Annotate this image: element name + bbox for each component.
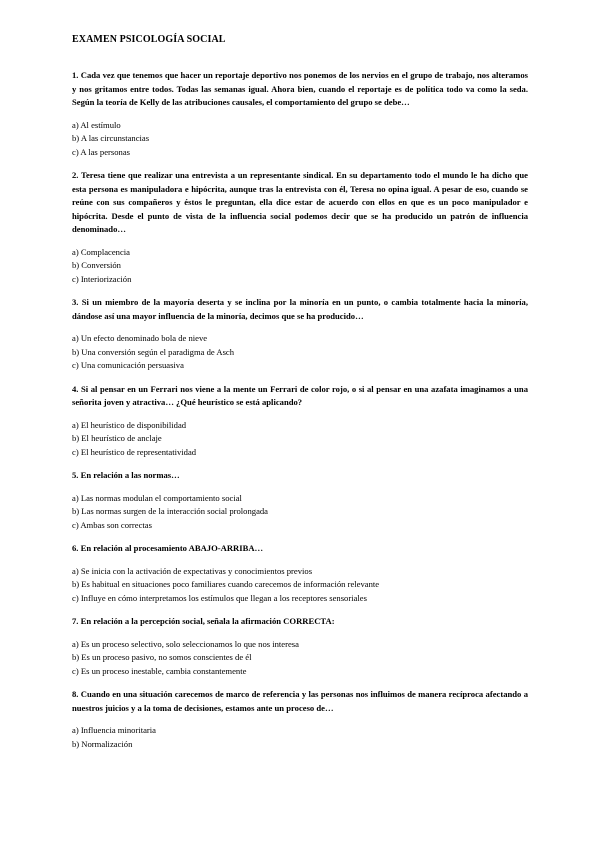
answer-option: a) Las normas modulan el comportamiento social: [72, 492, 242, 503]
answer-option: a) Influencia minoritaria: [72, 725, 156, 735]
answer-option: b) El heurístico de anclaje: [72, 433, 162, 443]
answer-option: b) Las normas surgen de la interacción social prolongada: [72, 506, 268, 516]
answer-option: b) Es un proceso pasivo, no somos conscientes de él: [72, 652, 252, 662]
answer-option: c) A las personas: [72, 146, 130, 157]
answer-option: a) Es un proceso selectivo, solo seleccionamos lo que nos interesa: [72, 638, 299, 649]
answer-options: [72, 119, 528, 160]
answer-option: c) El heurístico de representatividad: [72, 446, 197, 457]
question-6: [72, 542, 528, 605]
answer-option: a) El heurístico de disponibilidad: [72, 419, 187, 430]
answer-option: a) Se inicia con la activación de expectativas y conocimientos previos: [72, 565, 313, 576]
answer-options: [72, 638, 528, 679]
document-title: EXAMEN PSICOLOGÍA SOCIAL: [72, 34, 226, 45]
answer-option: a) Al estímulo: [72, 119, 121, 130]
answer-option: b) Conversión: [72, 260, 121, 270]
answer-option: c) Ambas son correctas: [72, 519, 152, 530]
question-4: [72, 383, 528, 460]
question-text: 4. Si al pensar en un Ferrari nos viene a la mente un Ferrari de color rojo, o si al pensar en una azafata imaginamos a una señorita joven y atractiva… ¿Qué heurístico se está aplicando?: [72, 383, 528, 407]
answer-options: [72, 332, 528, 373]
question-text: 2. Teresa tiene que realizar una entrevista a un representante sindical. En su departamento todo el mundo le ha dicho que esta persona es manipuladora e hipócrita, aunque tras la entrevista con él, Teresa no opina igual. A pesar de eso, cuando se reúne con sus compañeros y éstos le preguntan, ella dice estar de acuerdo con ellos en que es un poco manipulador e hipócrita. Desde el punto de vista de la influencia social podemos decir que se ha producido un patrón de influencia denominado…: [72, 170, 528, 234]
question-text: 5. En relación a las normas…: [72, 470, 180, 480]
question-7: [72, 615, 528, 678]
answer-options: [72, 492, 528, 533]
question-text: 1. Cada vez que tenemos que hacer un reportaje deportivo nos ponemos de los nervios en el grupo de trabajo, nos alteramos y nos gritamos entre todos. Todas las semanas igual. Ahora bien, cuando el reportaje es de política todo va como la seda. Según la teoría de Kelly de las atribuciones causales, el comportamiento del grupo se debe…: [72, 70, 528, 107]
answer-options: [72, 565, 528, 606]
question-text: 7. En relación a la percepción social, señala la afirmación CORRECTA:: [72, 616, 335, 626]
question-text: 6. En relación al procesamiento ABAJO-ARRIBA…: [72, 543, 264, 553]
question-5: [72, 469, 528, 532]
question-1: [72, 69, 528, 159]
question-text: 8. Cuando en una situación carecemos de marco de referencia y las personas nos influimos de manera recíproca afectando a nuestros juicios y a la toma de decisiones, estamos ante un proceso de…: [72, 689, 528, 713]
question-text: 3. Si un miembro de la mayoría deserta y se inclina por la minoría en un punto, o cambia totalmente hacia la minoría, dándose así una mayor influencia de la minoría, decimos que se ha producido…: [72, 297, 528, 321]
answer-option: c) Influye en cómo interpretamos los estímulos que llegan a los receptores sensoriales: [72, 592, 367, 603]
answer-option: b) A las circunstancias: [72, 133, 150, 143]
answer-option: c) Es un proceso inestable, cambia constantemente: [72, 665, 247, 676]
answer-option: a) Complacencia: [72, 246, 130, 257]
answer-option: b) Normalización: [72, 738, 133, 749]
answer-option: a) Un efecto denominado bola de nieve: [72, 333, 208, 343]
answer-options: [72, 724, 528, 751]
exam-page: [72, 34, 528, 761]
question-3: [72, 296, 528, 373]
answer-option: c) Interiorización: [72, 273, 132, 284]
answer-option: b) Una conversión según el paradigma de Asch: [72, 346, 235, 357]
answer-options: [72, 246, 528, 287]
answer-options: [72, 419, 528, 460]
answer-option: b) Es habitual en situaciones poco familiares cuando carecemos de información relevante: [72, 579, 380, 589]
answer-option: c) Una comunicación persuasiva: [72, 360, 184, 370]
question-2: [72, 169, 528, 286]
question-8: [72, 688, 528, 751]
